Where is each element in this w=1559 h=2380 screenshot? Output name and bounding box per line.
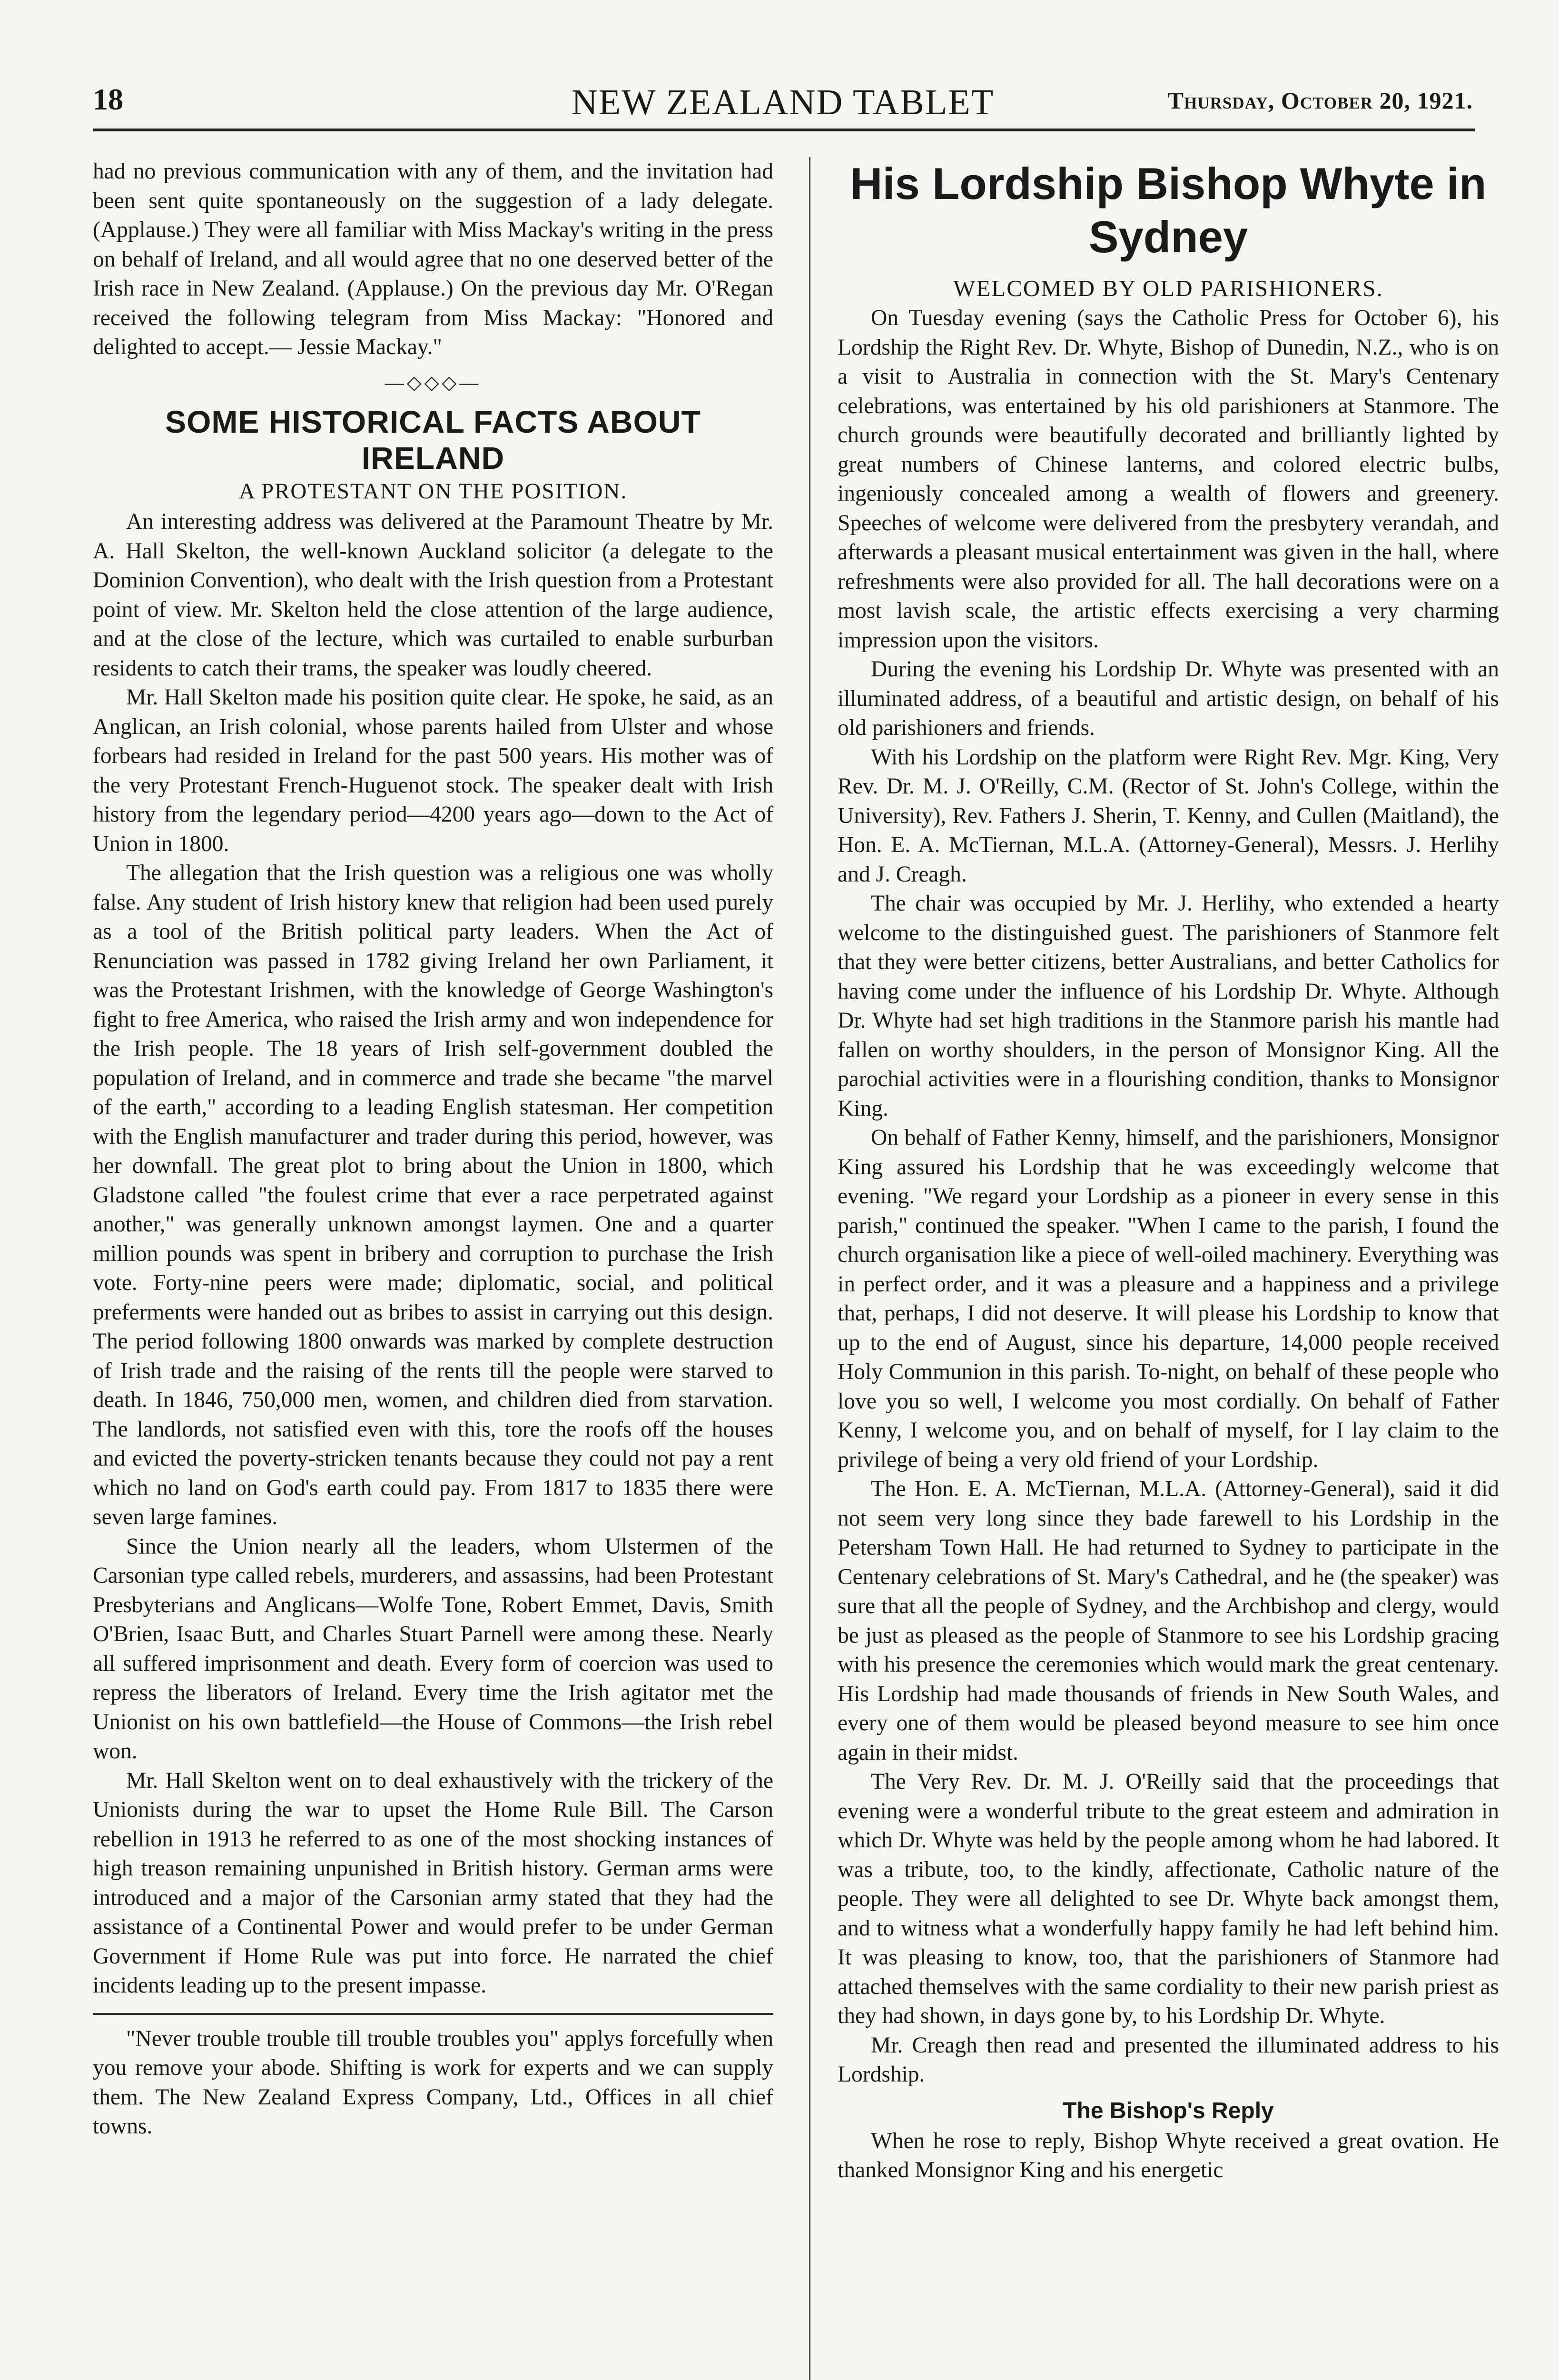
- article-paragraph: The Hon. E. A. McTiernan, M.L.A. (Attorney-General), said it did not seem very long since they bade farewell to his Lordship in the Petersham Town Hall. He had returned to Sydney to participate in the Centenary celebrations of St. Mary's Cathedral, and he (the speaker) was sure that all the people of Sydney, and the Archbishop and clergy, would be just as pleased as the people of Stanmore to see his Lordship gracing with his presence the ceremonies which would mark the great centenary. His Lordship had made thousands of friends in New South Wales, and every one of them would be pleased beyond measure to see him once again in their midst.: [838, 1477, 1499, 1765]
- issue-date: Thursday, October 20, 1921.: [1167, 87, 1473, 114]
- article-paragraph: The allegation that the Irish question was a religious one was wholly false. Any student of Irish history knew that religion had been used purely as a tool of the British political party leaders. When the Act of Renunciation was passed in 1782 giving Ireland her own Parliament, it was the Protestant Irishmen, with the knowledge of George Washington's fight to free America, who raised the Irish army and won independence for the Irish people. The 18 years of Irish self-government doubled the population of Ireland, and in commerce and trade she became "the marvel of the earth," according to a leading English statesman. Her competition with the English manufacturer and trader during this period, however, was her downfall. The great plot to bring about the Union in 1800, which Gladstone called "the foulest crime that ever a race perpetrated against another," was generally unknown amongst laymen. One and a quarter million pounds was spent in bribery and corruption to purchase the Irish vote. Forty-nine peers were made; diplomatic, social, and political preferments were handed out as bribes to assist in carrying out this design. The period following 1800 onwards was marked by complete destruction of Irish trade and the raising of the rents till the people were starved to death. In 1846, 750,000 men, women, and children died from starvation. The landlords, not satisfied even with this, tore the roofs off the houses and evicted the poverty-stricken tenants because they could not pay a rent which no land on God's earth could pay. From 1817 to 1835 there were seven large famines.: [93, 861, 773, 1529]
- advert-note-box: [93, 2013, 773, 2142]
- left-column: [93, 157, 773, 2142]
- masthead-title: NEW ZEALAND TABLET: [571, 82, 995, 122]
- column-divider: [809, 157, 810, 2380]
- article-paragraph: Mr. Hall Skelton went on to deal exhaustively with the trickery of the Unionists during the war to upset the Home Rule Bill. The Carson rebellion in 1913 he referred to as one of the most shocking instances of high treason remaining unpunished in British history. German arms were introduced and a major of the Carsonian army stated that they had the assistance of a Continental Power and would prefer to be under German Government if Home Rule was put into force. He narrated the chief incidents leading up to the present impasse.: [93, 1768, 773, 1998]
- section-title: SOME HISTORICAL FACTS ABOUT IRELAND: [165, 404, 701, 476]
- header-rule: [93, 129, 1475, 131]
- article-title: His Lordship Bishop Whyte in Sydney: [850, 159, 1487, 262]
- reply-heading: The Bishop's Reply: [1063, 2098, 1274, 2123]
- article-subtitle: WELCOMED BY OLD PARISHIONERS.: [953, 275, 1383, 301]
- reply-paragraph: When he rose to reply, Bishop Whyte received a great ovation. He thanked Monsignor King and his energetic: [838, 2128, 1499, 2182]
- article-paragraph: Mr. Hall Skelton made his position quite clear. He spoke, he said, as an Anglican, an Irish colonial, whose parents hailed from Ulster and whose forbears had resided in Ireland for the past 500 years. His mother was of the very Protestant French-Huguenot stock. The speaker dealt with Irish history from the legendary period—4200 years ago—down to the Act of Union in 1800.: [93, 685, 773, 856]
- continued-paragraph: had no previous communication with any of them, and the invitation had been sent quite spontaneously on the suggestion of a lady delegate. (Applause.) They were all familiar with Miss Mackay's writing in the press on behalf of Ireland, and all would agree that no one deserved better of the Irish race in New Zealand. (Applause.) On the previous day Mr. O'Regan received the following telegram from Miss Mackay: "Honored and delighted to accept.— Jessie Mackay.": [93, 159, 773, 359]
- section-subtitle: A PROTESTANT ON THE POSITION.: [238, 479, 628, 504]
- page-number: 18: [93, 82, 123, 116]
- article-paragraph: On Tuesday evening (says the Catholic Press for October 6), his Lordship the Right Rev. Dr. Whyte, Bishop of Dunedin, N.Z., who is on a visit to Australia in connection with the St. Mary's Centenary celebrations, was entertained by his old parishioners at Stanmore. The church grounds were beautifully decorated and brilliantly lighted by great numbers of Chinese lanterns, and colored electric bulbs, ingeniously concealed among a wealth of flowers and greenery. Speeches of welcome were delivered from the presbytery verandah, and afterwards a pleasant musical entertainment was given in the hall, where refreshments were also provided for all. The hall decorations were on a most lavish scale, the artistic effects exercising a very charming impression upon the visitors.: [838, 306, 1499, 653]
- article-paragraph: The chair was occupied by Mr. J. Herlihy, who extended a hearty welcome to the distinguished guest. The parishioners of Stanmore felt that they were better citizens, better Australians, and better Catholics for having come under the influence of his Lordship Dr. Whyte. Although Dr. Whyte had set high traditions in the Stanmore parish his mantle had fallen on worthy shoulders, in the person of Monsignor King. All the parochial activities were in a flourishing condition, thanks to Monsignor King.: [838, 891, 1499, 1121]
- page-header: [93, 82, 1473, 125]
- article-paragraph: During the evening his Lordship Dr. Whyte was presented with an illuminated address, of a beautiful and artistic design, on behalf of his old parishioners and friends.: [838, 657, 1499, 740]
- right-column: [838, 157, 1499, 2185]
- article-paragraph: On behalf of Father Kenny, himself, and the parishioners, Monsignor King assured his Lordship that he was exceedingly welcome that evening. "We regard your Lordship as a pioneer in every sense in this parish," continued the speaker. "When I came to the parish, I found the church organisation like a piece of well-oiled machinery. Everything was in perfect order, and it was a pleasure and a happiness and a privilege that, perhaps, I did not deserve. It will please his Lordship to know that up to the end of August, since his departure, 14,000 people received Holy Communion in this parish. To-night, on behalf of these people who love you so well, I welcome you most cordially. On behalf of Father Kenny, I welcome you, and on behalf of myself, for I lay claim to the privilege of being a very old friend of your Lordship.: [838, 1125, 1499, 1472]
- article-paragraph: The Very Rev. Dr. M. J. O'Reilly said that the proceedings that evening were a wonderful tribute to the great esteem and admiration in which Dr. Whyte was held by the people among whom he had labored. It was a tribute, too, to the kindly, affectionate, Catholic nature of the people. They were all delighted to see Dr. Whyte back amongst them, and to witness what a wonderfully happy family he had left behind him. It was pleasing to know, too, that the parishioners of Stanmore had attached themselves with the same cordiality to their new parish priest as they had shown, in days gone by, to his Lordship Dr. Whyte.: [838, 1769, 1499, 2028]
- article-paragraph: Since the Union nearly all the leaders, whom Ulstermen of the Carsonian type called rebels, murderers, and assassins, had been Protestant Presbyterians and Anglicans—Wolfe Tone, Robert Emmet, Davis, Smith O'Brien, Isaac Butt, and Charles Stuart Parnell were among these. Nearly all suffered imprisonment and death. Every form of coercion was used to repress the liberators of Ireland. Every time the Irish agitator met the Unionist on his own battlefield—the House of Commons—the Irish rebel won.: [93, 1534, 773, 1764]
- article-paragraph: An interesting address was delivered at the Paramount Theatre by Mr. A. Hall Skelton, the well-known Auckland solicitor (a delegate to the Dominion Convention), who dealt with the Irish question from a Protestant point of view. Mr. Skelton held the close attention of the large audience, and at the close of the lecture, which was curtailed to enable surburban residents to catch their trams, the speaker was loudly cheered.: [93, 509, 773, 681]
- article-paragraph: Mr. Creagh then read and presented the illuminated address to his Lordship.: [838, 2033, 1499, 2087]
- article-paragraph: With his Lordship on the platform were Right Rev. Mgr. King, Very Rev. Dr. M. J. O'Reilly, C.M. (Rector of St. John's College, within the University), Rev. Fathers J. Sherin, T. Kenny, and Cullen (Maitland), the Hon. E. A. McTiernan, M.L.A. (Attorney-General), Messrs. J. Herlihy and J. Creagh.: [838, 744, 1499, 887]
- advert-note: "Never trouble trouble till trouble troubles you" applys forcefully when you remove your abode. Shifting is work for experts and we can supply them. The New Zealand Express Company, Ltd., Offices in all chief towns.: [93, 2026, 773, 2139]
- ornament-divider: —◇◇◇—: [385, 371, 482, 393]
